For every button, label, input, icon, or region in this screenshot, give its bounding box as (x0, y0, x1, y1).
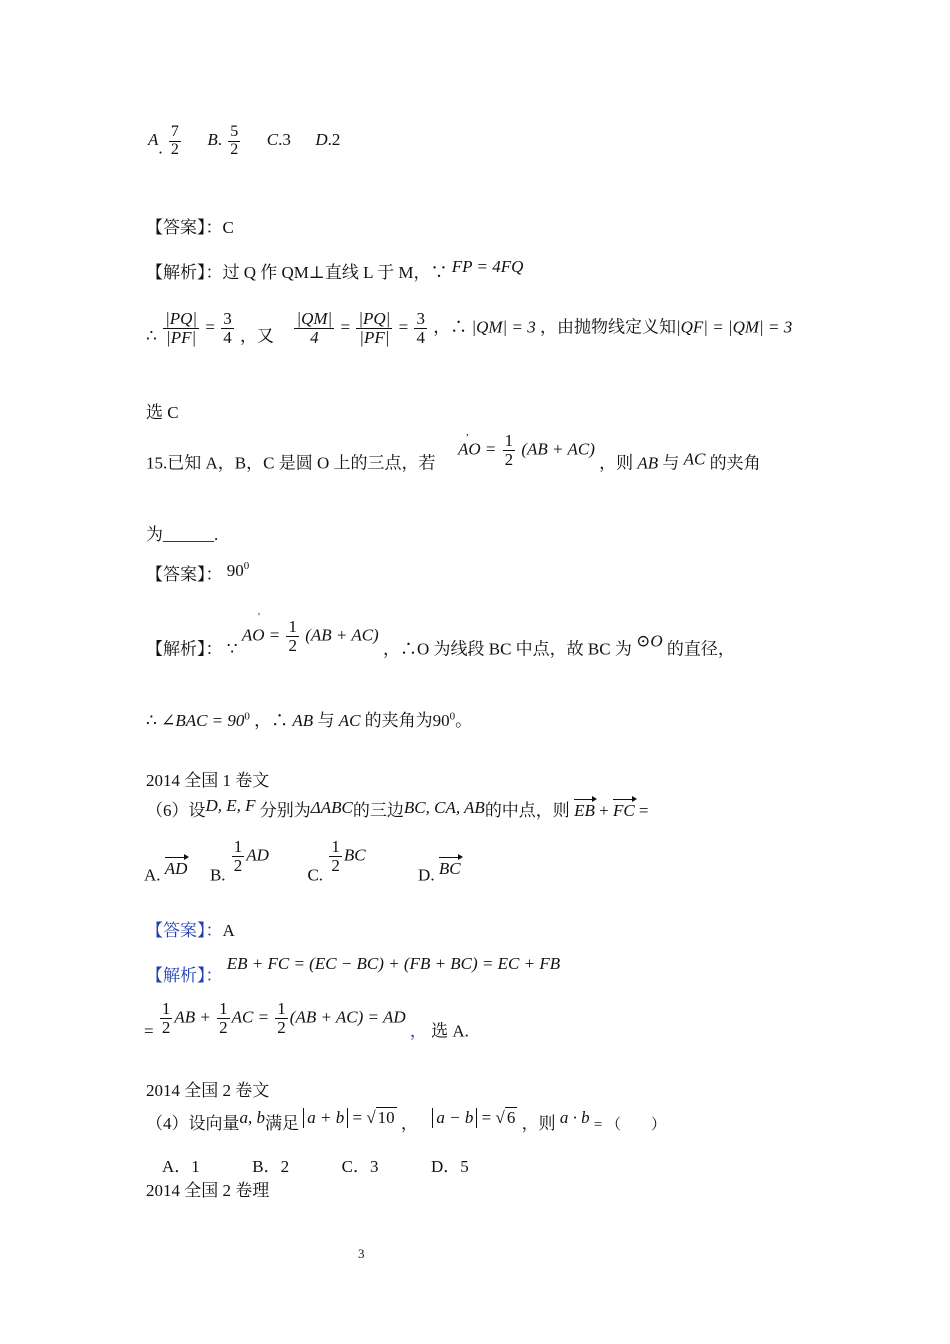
q14-analysis: 【解析】：过 Q 作 QM⊥直线 L 于 M，∵ FP = 4FQ (146, 257, 524, 282)
ratio-qm-4: $\frac{|QM|}{4}$ (296, 309, 333, 347)
q15-answer: 【答案】： $90^0$ (146, 560, 250, 584)
q15-conclusion: ∴ ∠BAC = $90^0$ ，∴ AB 与 AC 的夹角为$90^0$。 (146, 710, 473, 730)
section1-analysis-line2: = $\frac{1}{2}$ AB + $\frac{1}{2}$ AC = $\frac{1}{2}$ (AB + AC) = AD ， 选 A. (144, 999, 469, 1041)
circle-o-symbol: ⊙O (636, 631, 663, 651)
ratio-three-quarters: $\frac{3}{4}$ (223, 309, 232, 347)
q14-options: A. $\frac{7}{2}$ B. $\frac{5}{2}$ C.3 D.2 (148, 123, 341, 158)
q4-stem: （4）设向量a, b满足 a + b = √ 10 ， a − b = √ 6 ，则 a · b = （ ） (146, 1108, 667, 1133)
option-b-fraction: $\frac{5}{2}$ (230, 123, 239, 158)
ratio-three-quarters-2: $\frac{3}{4}$ (416, 309, 425, 347)
option-d-value: .2 (327, 130, 341, 150)
qm-equals-3: |QM| = 3 (471, 317, 536, 337)
section-title-1: 2014 全国 1 卷文 (146, 771, 270, 790)
option-b-label: B (207, 130, 218, 150)
analysis-formula: FP = 4FQ (451, 257, 524, 276)
ratio-pq-pf-2: $\frac{|PQ|}{|PF|}$ (358, 309, 391, 347)
q14-choose: 选 C (146, 403, 179, 422)
option-d-label: D (315, 130, 328, 150)
vec-eb: EB (574, 801, 595, 820)
norm-a-plus-b: a + b (303, 1108, 348, 1128)
sqrt-10: √ 10 (366, 1108, 395, 1127)
vec-fc: FC (612, 801, 635, 820)
q6-stem: （6）设D, E, F 分别为ΔABC的三边BC, CA, AB的中点，则 EB + FC = (146, 796, 649, 820)
q15-stem-line2: 为______. (146, 525, 219, 544)
ratio-pq-pf: $\frac{|PQ|}{|PF|}$ (165, 309, 198, 347)
option-a-fraction: $\frac{7}{2}$ (170, 123, 179, 158)
vector-tick-mark-2: ' (258, 611, 260, 623)
page-number: 3 (358, 1246, 365, 1261)
vec-ab: AB (637, 453, 659, 473)
q15-stem: 15.已知 A，B，C 是圆 O 上的三点，若 AO = $\frac{1}{2}$ (AB + AC) ，则 AB 与 AC 的夹角 (146, 431, 761, 473)
option-a-label: A (148, 130, 159, 150)
vector-tick-mark: , (466, 426, 469, 438)
sqrt-6: √ 6 (495, 1108, 516, 1127)
q6-options: A. AD B. $\frac{1}{2}$ AD C. $\frac{1}{2}$ BC D. BC (144, 837, 461, 885)
section-title-2: 2014 全国 2 卷文 (146, 1081, 270, 1100)
q4-options: A．1 B．2 C．3 D．5 (162, 1157, 469, 1176)
q15-analysis: 【解析】： ∵ AO = $\frac{1}{2}$ (AB + AC) ，∴O 为线段 BC 中点，故 BC 为 ⊙O 的直径， (146, 617, 735, 659)
section1-answer: 【答案】：A (146, 921, 235, 940)
norm-a-minus-b: a − b (432, 1108, 477, 1128)
vec-ac: AC (683, 449, 706, 469)
section1-analysis: 【解析】： EB + FC = (EC − BC) + (FB + BC) = EC + FB (146, 954, 561, 985)
section-title-3: 2014 全国 2 卷理 (146, 1181, 270, 1200)
q14-answer: 【答案】：C (146, 218, 234, 237)
q14-derivation: ∴ $\frac{|PQ|}{|PF|}$ = $\frac{3}{4}$ ，又 $\frac{|QM|}{4}$ = $\frac{|PQ|}{|PF|}$ = $\frac{3}{4}$ ，∴ |QM| = 3 ，由抛物线定义知|QF| = |QM| = 3 (146, 309, 793, 347)
qf-equals-qm: |QF| = |QM| = 3 (675, 317, 793, 337)
option-c-label: C (266, 130, 279, 150)
half-fraction: $\frac{1}{2}$ (504, 431, 514, 469)
option-c-value: .3 (278, 130, 291, 150)
